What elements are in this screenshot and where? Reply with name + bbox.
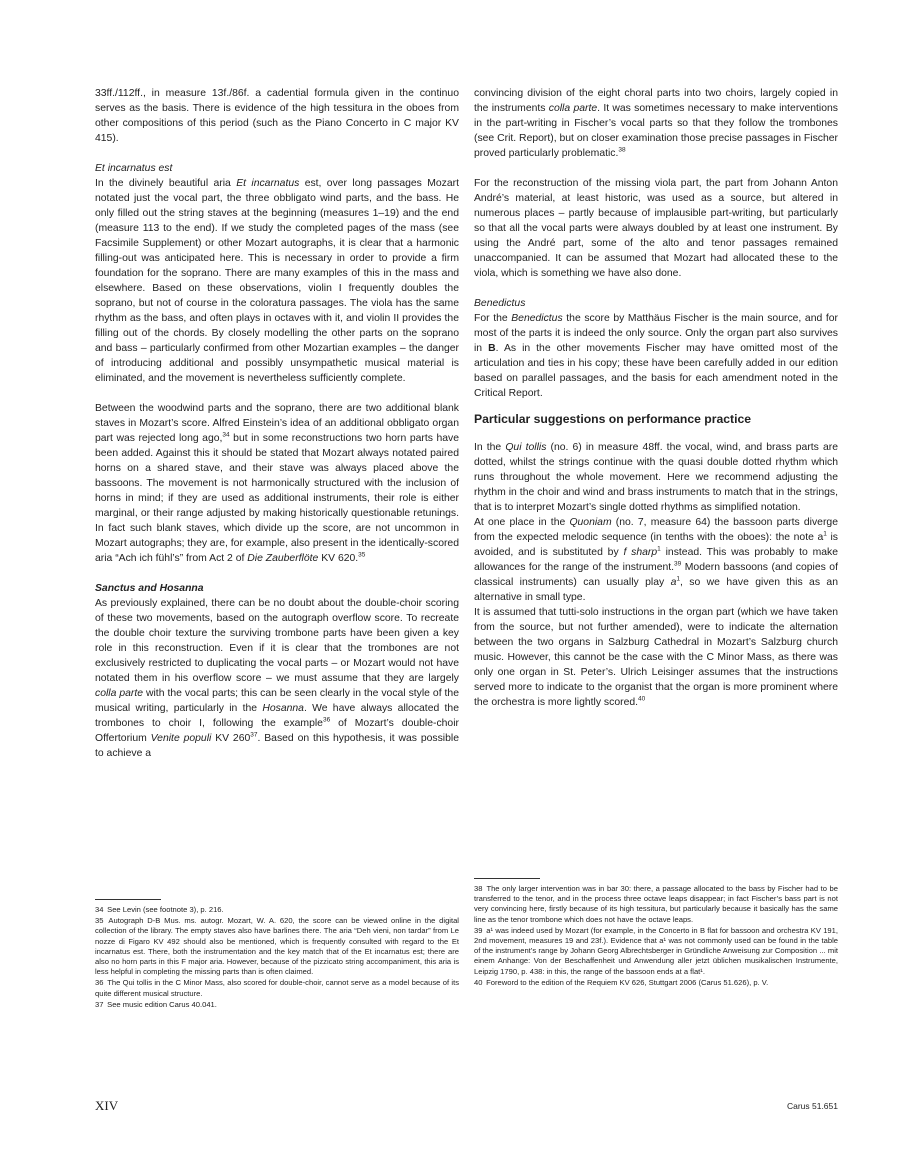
right-column [474, 86, 838, 710]
paragraph-quoniam: At one place in the Quoniam (no. 7, measure 64) the bassoon parts diverge from the expected melodic sequence (in tenths with the oboes): the note $a^1$ is avoided, and is substituted by f sharp$^1$ instead. This was probably to make allowances for the range of the instrument.$^{39}$ Modern bassoons (and copies of classical instruments) can usually play $a^1$, so we have given this as an alternative in small type. [474, 517, 838, 603]
paragraph-sanctus: As previously explained, there can be no doubt about the double-choir scoring of these two movements, based on the autograph overflow score. To recreate the double choir texture the surviving trombone parts have been given a key role in this reconstruction. Even if it is clear that the trombones are not exclusively restricted to duplicating the vocal parts – or Mozart would not have notated them in his overflow score – we must assume that they are largely colla parte with the vocal parts; this can be seen clearly in the vocal style of the musical writing, particularly in the Hosanna. We have always allocated the trombones to choir I, following the example$^{36}$ of Mozart’s double-choir Offertorium Venite populi KV $260^{37}$. Based on this hypothesis, it was possible to achieve a [95, 598, 459, 759]
paragraph-tutti-solo: It is assumed that tutti-solo instructions in the organ part (which we have taken from the source, but not further amended), were to indicate the alternation between the two organs in Salzburg Cathedral in Mozart’s Salzburg church music. However, this cannot be the case with the C Minor Mass, as there was only one organ in St. Peter’s. Ulrich Leisinger assumes that the instructions served more to indicate to the organist that the organ is more prominent where the orchestra is more lightly scored.$^{40}$ [474, 607, 838, 708]
paragraph-continuation: convincing division of the eight choral parts into two choirs, largely copied in the instruments colla parte. It was sometimes necessary to make interventions in the part-writing in Fischer’s vocal parts so that they follow the trombones (see Crit. Report), but on closer examination those precise passages in Fischer proved particularly problematic.$^{38}$ [474, 88, 838, 159]
catalogue-number: Carus 51.651 [786, 1101, 838, 1111]
footnote: 37 See music edition Carus 40.041. [95, 999, 217, 1009]
paragraph-woodwind: Between the woodwind parts and the soprano, there are two additional blank staves in Mozart’s score. Alfred Einstein’s idea of an additional obbligato organ part was rejected long ago,$^{34}$ but in some reconstructions two horn parts have been added. Against this it should be stated that Mozart always notated paired horns on a shared stave, and their stave was always placed above the bassoons. The movement is not harmonically structured with the inclusion of horns in mind; if they are used as additional instruments, their role is either marginal, or their range adjusted by making historically questionable retunings. In fact such blank staves, which divide up the score, are not uncommon in Mozart autographs; they are, for example, also present in the identically-scored aria “Ach ich fühl’s” from Act 2 of Die Zauberflöte KV 620.35 [95, 403, 460, 564]
left-column [95, 86, 459, 761]
heading-sanctus-hosanna: Sanctus and Hosanna [95, 583, 204, 594]
footnote: 40 Foreword to the edition of the Requiem KV 626, Stuttgart 2006 (Carus 51.626), p. V. [474, 977, 769, 987]
heading-performance-practice: Particular suggestions on performance practice [474, 412, 752, 426]
paragraph-incarnatus: In the divinely beautiful aria Et incarnatus est, over long passages Mozart notated just the vocal part, the three obbligato wind parts, and the bass. He only filled out the string staves at the beginning (measures 1–19) and the end (measure 113 to the end). If we study the completed pages of the mass (see Facsimile Supplement) or other Mozart autographs, it is clear that a harmonic filling-out was anticipated here. This is necessary in order to provide a firm foundation for the soprano. There are many examples of this in the mass and elsewhere. Based on these observations, violin I frequently doubles the soprano, but not of course in the coloratura passages. The viola has the same rhythm as the bass, and often plays in octaves with it, and violin II provides the filling out of the chords. By closely modelling the other parts on the soprano and bass – particularly confirmed from other Mozartian examples – the danger of introducing additional and possibly unsympathetic musical material is eliminated, and the movement is nevertheless sufficiently complete. [95, 178, 459, 384]
footnote-rule [474, 878, 540, 879]
paragraph-viola: For the reconstruction of the missing viola part, the part from Johann Anton André’s material, at least historic, was used as a source, but altered in numerous places – partly because of implausible part-writing, but particularly so that all the vocal parts were always doubled by at least one instrument. By using the André part, some of the alto and tenor passages remained unaccompanied. It can be assumed that Mozart had allocated these to the viola, which is something we have also done. [474, 178, 838, 279]
footnote: 35 Autograph D-B Mus. ms. autogr. Mozart, W. A. 620, the score can be viewed online in the digital collection of the library. The empty staves also have barlines there. The aria “Deh vieni, non tardar” from Le nozze di Figaro KV 492 should also be mentioned, which is frequently consulted with regard to the Et incarnatus est. There, both the instrumentation and the key match that of the Et incarnatus est; there are also no horn parts in this F major aria. However, because of the pizzicato string accompaniment, this aria is less helpful in completing the missing parts than is often claimed. [95, 916, 459, 977]
footnote: 38 The only larger intervention was in bar 30: there, a passage allocated to the bass by Fischer had to be transferred to the tenor, and in the process three octave leaps disappear; in fact Fischer’s bass part is not very convincing here, firstly because of its high tessitura, but particularly because it basically has the same line as the tenor trombone which does not have the octave leaps. [474, 884, 838, 924]
footnote: 36 The Qui tollis in the C Minor Mass, also scored for double-choir, cannot serve as a model because of its quite different musical structure. [95, 978, 459, 998]
paragraph-intro: 33ff./112ff., in measure 13f./86f. a cadential formula given in the continuo serves as the basis. There is evidence of the high tessitura in the oboes from other compositions of this period (such as the Piano Concerto in C major KV 415). [95, 88, 459, 144]
paragraph-qui-tollis: In the Qui tollis (no. 6) in measure 48ff. the vocal, wind, and brass parts are dotted, whilst the strings continue with the quasi double dotted rhythm which runs throughout the whole movement. Here we recommend adjusting the rhythm in the choir and wind and brass instruments to match that in the strings, that is to interpret Mozart’s single dotted rhythms as simplified notation. [474, 442, 839, 513]
footnote: 34 See Levin (see footnote 3), p. 216. [95, 905, 224, 914]
footnote: 39 a¹ was indeed used by Mozart (for example, in the Concerto in B flat for bassoon and orchestra KV 191, 2nd movement, measures 19 and 23f.). Evidence that a¹ was not commonly used can be found in the table of the instrument’s range by Johann Georg Albrechtsberger in Gründliche Anweisung zur Composition ... mit einem Anhange: Von der Beschaffenheit und Anwendung aller jetzt üblichen musikalischen Instrumente, Leipzig 1790, p. 438: in this, the range of the bassoon ends at a flat¹. [474, 925, 838, 976]
right-footnotes [474, 870, 838, 989]
paragraph-benedictus: For the Benedictus the score by Matthäus Fischer is the main source, and for most of the parts it is indeed the only source. Only the organ part also survives in B. As in the other movements Fischer may have omitted most of the articulation and ties in his copy; these have been carefully added in our edition based on parallel passages, and the basis for each amendment noted in the Critical Report. [474, 313, 838, 399]
left-footnotes [95, 891, 459, 1011]
heading-benedictus: Benedictus [474, 298, 526, 309]
page-number: XIV [95, 1098, 119, 1113]
heading-et-incarnatus: Et incarnatus est [95, 163, 173, 174]
footnote-rule [95, 899, 161, 900]
